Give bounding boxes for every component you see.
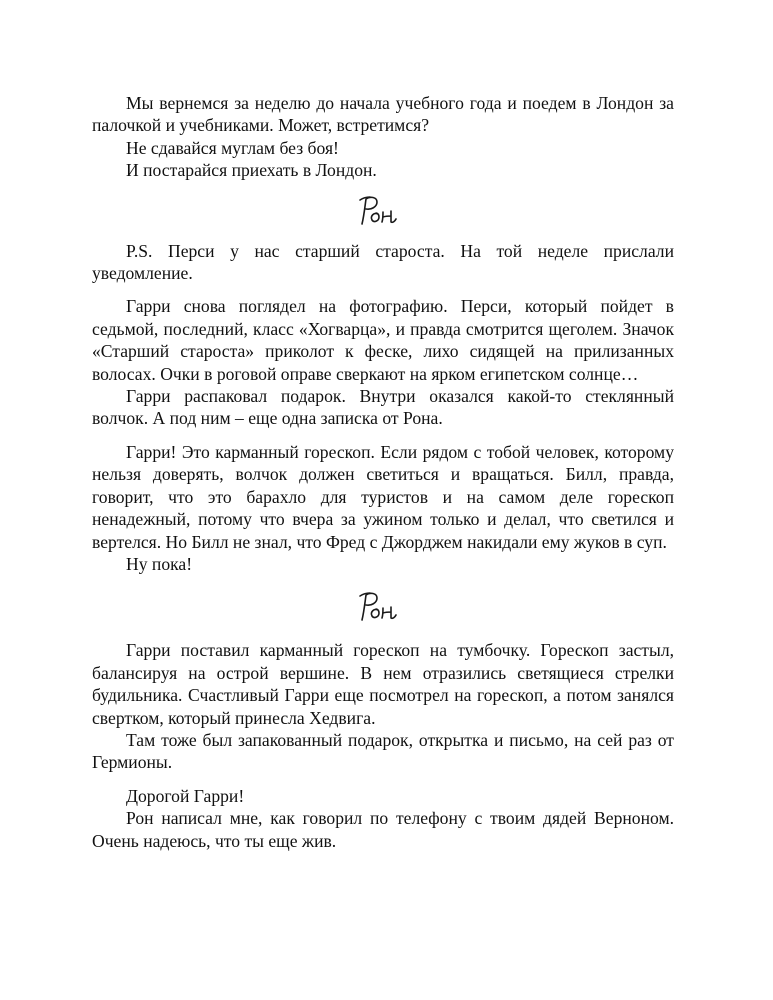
- narration-paragraph: Гарри распаковал подарок. Внутри оказался какой-то стеклянный волчок. А под ним – еще одна записка от Рона.: [92, 386, 674, 429]
- letter-paragraph: Мы вернемся за неделю до начала учебного года и поедем в Лондон за палочкой и учебниками. Может, встретимся?: [92, 93, 674, 136]
- letter-salutation: Дорогой Гарри!: [126, 785, 245, 806]
- letter-paragraph: И постарайся приехать в Лондон.: [126, 160, 377, 181]
- narration-paragraph: Там тоже был запакованный подарок, открытка и письмо, на сей раз от Гермионы.: [92, 729, 674, 773]
- note-paragraph: Гарри! Это карманный горескоп. Если рядом с тобой человек, которому нельзя доверять, волчок должен светиться и вращаться. Билл, правда, говорит, что это барахло для туристов и на самом деле горескоп ненадежный, потому что вчера за ужином только и делал, что светился и вертелся. Но Билл не знал, что Фред с Джорджем накидали ему жуков в суп.: [92, 441, 674, 552]
- narration-paragraph: Гарри поставил карманный горескоп на тумбочку. Горескоп застыл, балансируя на острой вершине. В нем отразились светящиеся стрелки будильника. Счастливый Гарри еще посмотрел на горескоп, а потом занялся свертком, который принесла Хедвига.: [92, 640, 674, 728]
- narration-paragraph: Гарри снова поглядел на фотографию. Перси, который пойдет в седьмой, последний, класс «Хогварца», и правда смотрится щеголем. Значок «Старший староста» приколот к феске, лихо сидящей на прилизанных волосах. Очки в роговой оправе сверкают на ярком египетском солнце…: [92, 296, 674, 384]
- signature-block: [92, 182, 674, 240]
- note-paragraph: Ну пока!: [126, 553, 193, 574]
- postscript: P.S. Перси у нас старший староста. На той неделе прислали уведомление.: [92, 240, 674, 284]
- signature-block: [92, 575, 674, 639]
- handwritten-signature-ron: [356, 590, 408, 624]
- letter-paragraph: Рон написал мне, как говорил по телефону с твоим дядей Верноном. Очень надеюсь, что ты еще жив.: [92, 808, 674, 851]
- book-page: [92, 92, 674, 852]
- handwritten-signature-ron: [356, 194, 408, 228]
- letter-paragraph: Не сдавайся муглам без боя!: [126, 137, 339, 158]
